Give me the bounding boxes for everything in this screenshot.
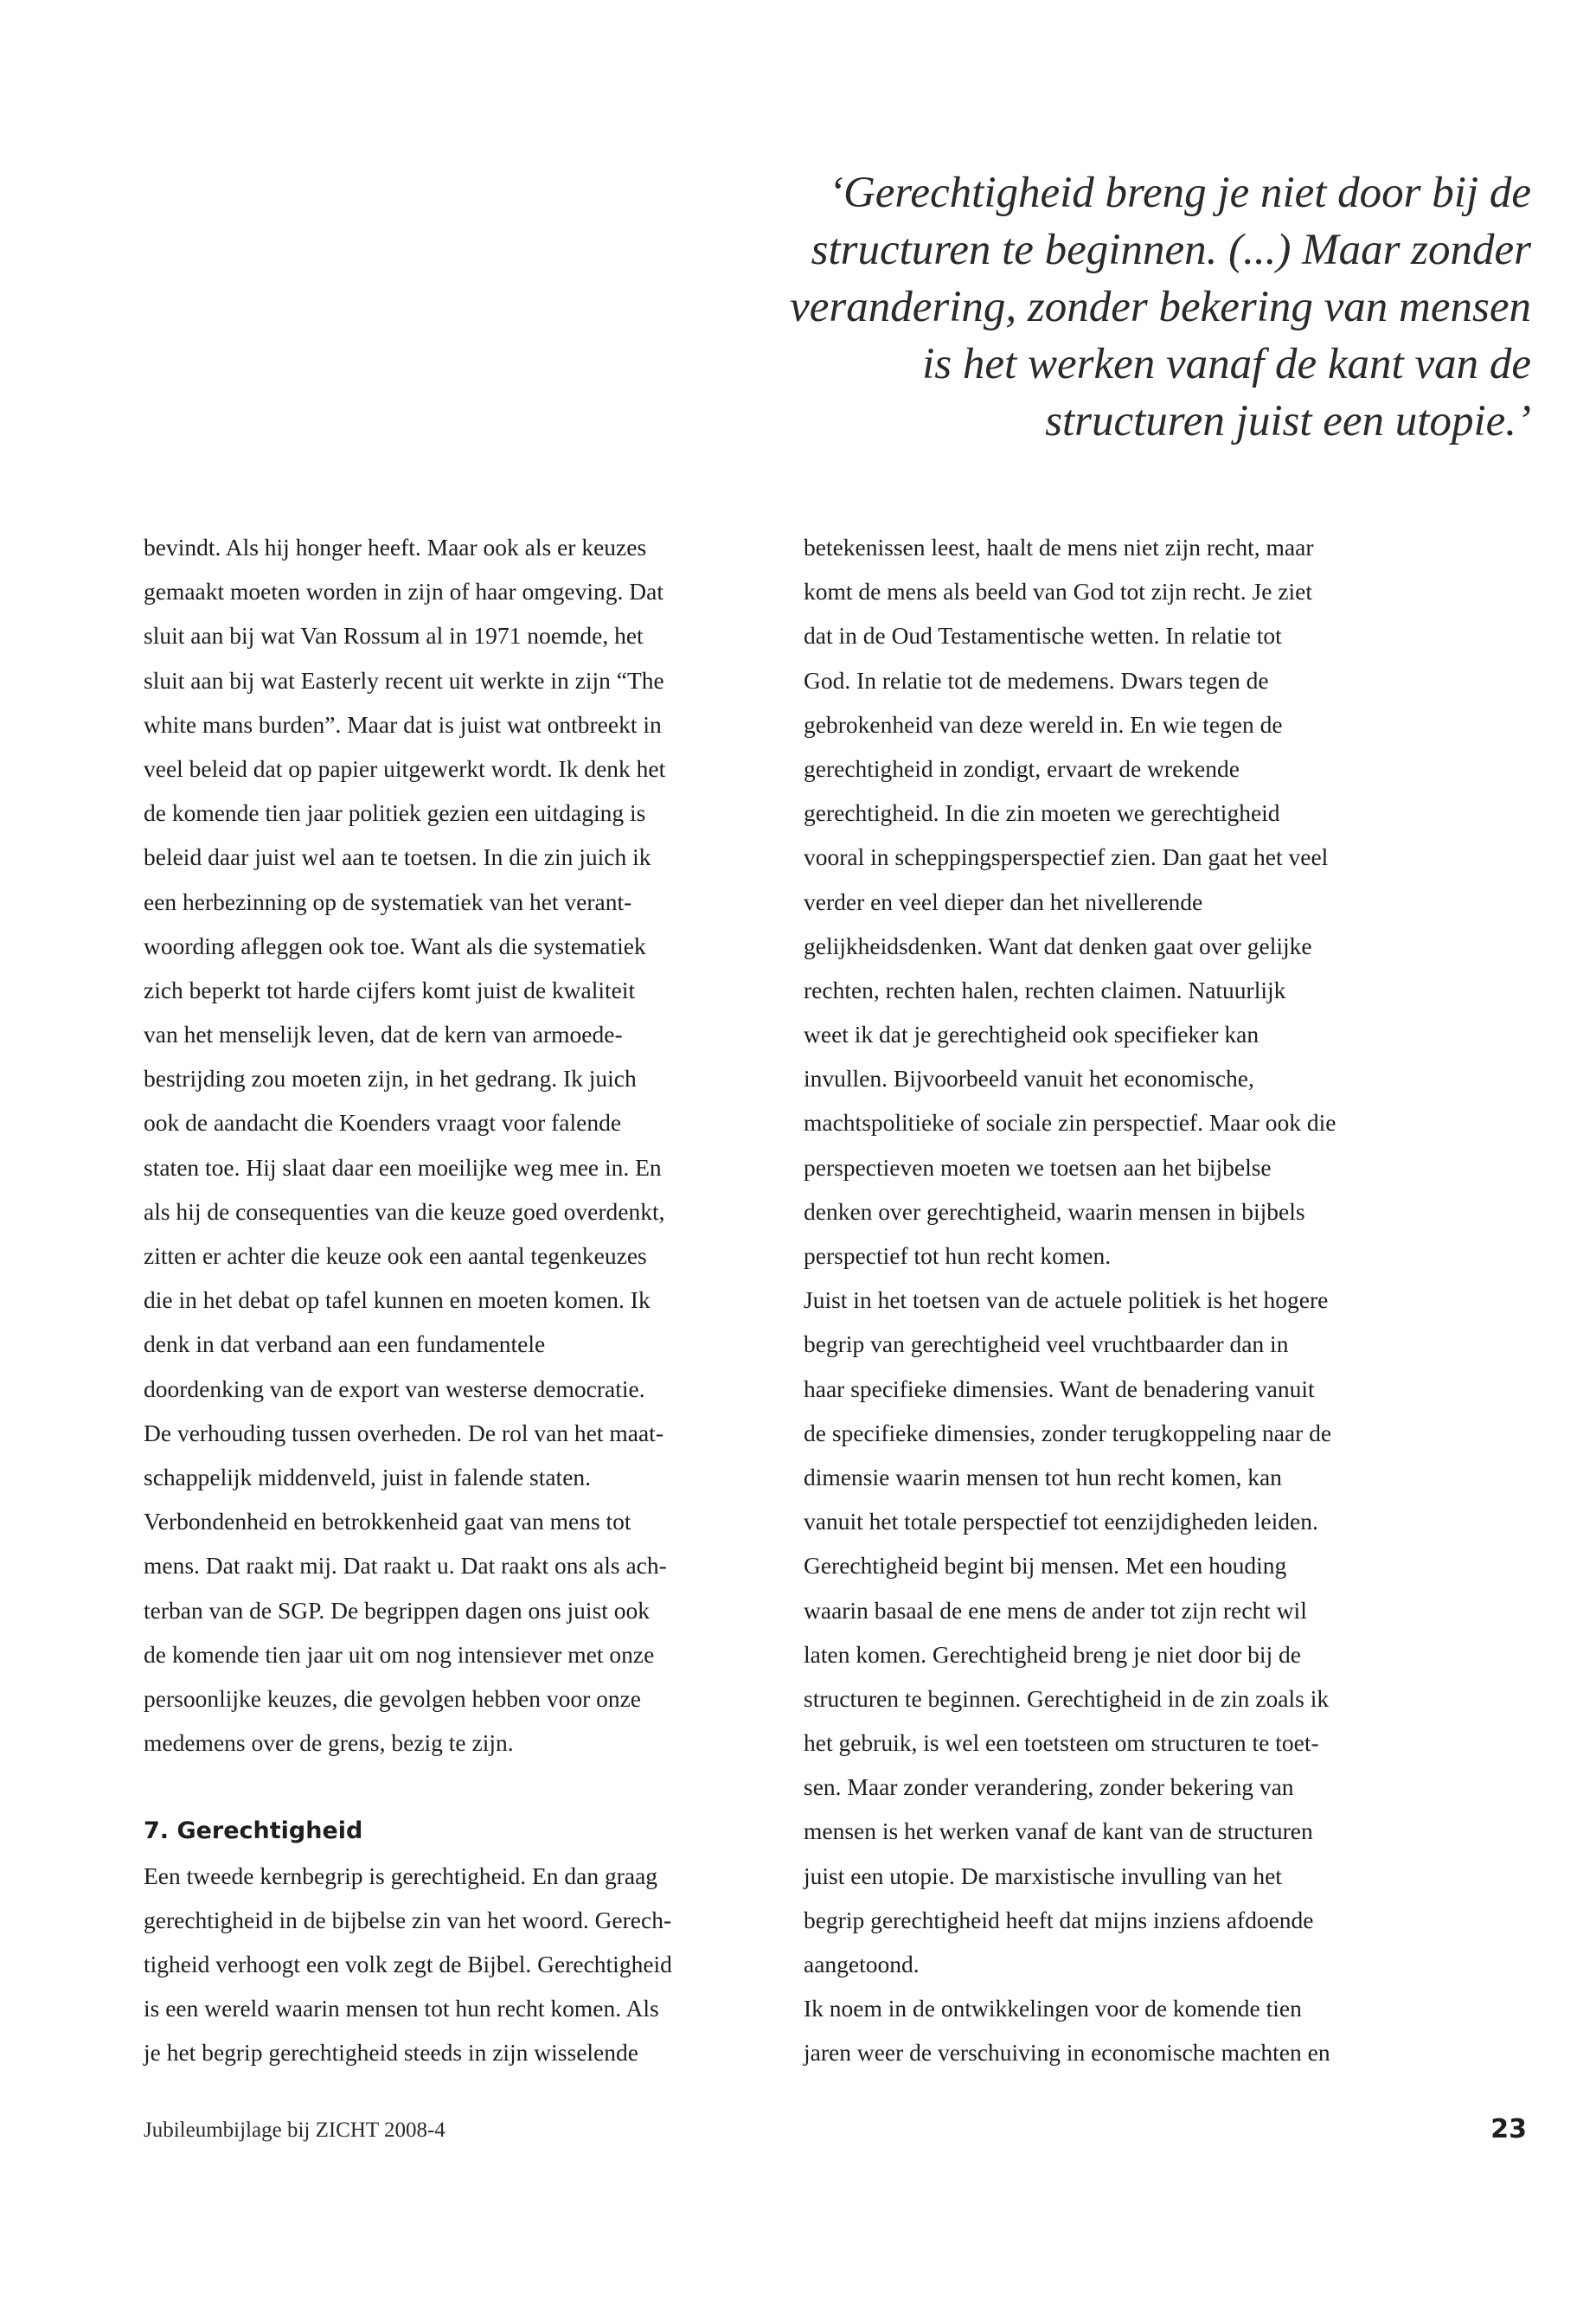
text-line: Verbondenheid en betrokkenheid gaat van mens tot: [144, 1508, 631, 1535]
pull-quote: [753, 164, 1531, 450]
text-line: gerechtigheid in zondigt, ervaart de wrekende: [804, 754, 1240, 782]
text-line: als hij de consequenties van die keuze goed overdenkt,: [144, 1197, 665, 1225]
text-line: persoonlijke keuzes, die gevolgen hebben voor onze: [144, 1684, 642, 1712]
text-line: schappelijk middenveld, juist in falende staten.: [144, 1463, 592, 1490]
text-line: perspectief tot hun recht komen.: [804, 1242, 1112, 1269]
text-line: doordenking van de export van westerse democratie.: [144, 1375, 645, 1402]
text-line: van het menselijk leven, dat de kern van armoede-: [144, 1021, 623, 1048]
text-line: waarin basaal de ene mens de ander tot zijn recht wil: [804, 1596, 1307, 1624]
text-line: is een wereld waarin mensen tot hun recht komen. Als: [144, 1995, 659, 2022]
text-line: gerechtigheid. In die zin moeten we gerechtigheid: [804, 799, 1280, 827]
pull-quote-line: structuren te beginnen. (...) Maar zonder: [811, 226, 1531, 274]
text-line: komt de mens als beeld van God tot zijn recht. Je ziet: [804, 578, 1313, 606]
text-line: de komende tien jaar politiek gezien een uitdaging is: [144, 799, 646, 827]
text-line: structuren te beginnen. Gerechtigheid in de zin zoals ik: [804, 1684, 1330, 1712]
text-line: denken over gerechtigheid, waarin mensen in bijbels: [804, 1197, 1305, 1225]
text-line: invullen. Bijvoorbeeld vanuit het economische,: [804, 1065, 1254, 1093]
text-line: denk in dat verband aan een fundamentele: [144, 1330, 546, 1358]
text-line: veel beleid dat op papier uitgewerkt wordt. Ik denk het: [144, 754, 666, 782]
text-line: haar specifieke dimensies. Want de benadering vanuit: [804, 1375, 1315, 1402]
right-column: [804, 525, 1470, 2075]
text-line: zitten er achter die keuze ook een aantal tegenkeuzes: [144, 1242, 647, 1269]
text-line: beleid daar juist wel aan te toetsen. In die zin juich ik: [144, 843, 651, 871]
text-line: zich beperkt tot harde cijfers komt juist de kwaliteit: [144, 976, 636, 1003]
text-line: mensen is het werken vanaf de kant van de structuren: [804, 1817, 1313, 1845]
text-line: begrip van gerechtigheid veel vruchtbaarder dan in: [804, 1330, 1289, 1358]
pull-quote-line: verandering, zonder bekering van mensen: [790, 283, 1531, 331]
footer-publication: Jubileumbijlage bij ZICHT 2008-4: [144, 2118, 445, 2142]
text-line: die in het debat op tafel kunnen en moeten komen. Ik: [144, 1286, 651, 1314]
text-line: sluit aan bij wat Easterly recent uit werkte in zijn “The: [144, 666, 664, 694]
text-line: rechten, rechten halen, rechten claimen. Natuurlijk: [804, 976, 1286, 1003]
text-line: vanuit het totale perspectief tot eenzijdigheden leiden.: [804, 1508, 1318, 1535]
text-line: juist een utopie. De marxistische invulling van het: [804, 1862, 1282, 1889]
text-line: De verhouding tussen overheden. De rol van het maat-: [144, 1419, 663, 1446]
text-line: woording afleggen ook toe. Want als die systematiek: [144, 932, 646, 959]
left-column: [144, 525, 810, 2075]
text-line: terban van de SGP. De begrippen dagen ons juist ook: [144, 1596, 651, 1624]
text-line: de specifieke dimensies, zonder terugkoppeling naar de: [804, 1419, 1332, 1446]
text-line: het gebruik, is wel een toetsteen om structuren te toet-: [804, 1729, 1319, 1757]
text-line: white mans burden”. Maar dat is juist wat ontbreekt in: [144, 710, 662, 738]
text-line: perspectieven moeten we toetsen aan het bijbelse: [804, 1153, 1272, 1181]
text-line: gebrokenheid van deze wereld in. En wie tegen de: [804, 710, 1283, 738]
text-line: Een tweede kernbegrip is gerechtigheid. En dan graag: [144, 1862, 658, 1889]
text-line: Gerechtigheid begint bij mensen. Met een houding: [804, 1552, 1287, 1580]
text-line: staten toe. Hij slaat daar een moeilijke weg mee in. En: [144, 1153, 662, 1181]
text-line: sen. Maar zonder verandering, zonder bekering van: [804, 1773, 1294, 1801]
text-line: je het begrip gerechtigheid steeds in zijn wisselende: [144, 2039, 638, 2067]
text-line: laten komen. Gerechtigheid breng je niet door bij de: [804, 1640, 1302, 1668]
text-line: God. In relatie tot de medemens. Dwars tegen de: [804, 666, 1269, 694]
text-line: bevindt. Als hij honger heeft. Maar ook als er keuzes: [144, 534, 647, 561]
text-line: Ik noem in de ontwikkelingen voor de komende tien: [804, 1995, 1302, 2022]
pull-quote-line: ‘Gerechtigheid breng je niet door bij de: [828, 169, 1531, 217]
text-line: gemaakt moeten worden in zijn of haar omgeving. Dat: [144, 578, 663, 606]
text-line: begrip gerechtigheid heeft dat mijns inziens afdoende: [804, 1906, 1314, 1933]
section-heading: 7. Gerechtigheid: [144, 1817, 363, 1845]
text-line: dimensie waarin mensen tot hun recht komen, kan: [804, 1463, 1282, 1490]
text-line: medemens over de grens, bezig te zijn.: [144, 1729, 514, 1757]
text-line: machtspolitieke of sociale zin perspectief. Maar ook die: [804, 1109, 1336, 1137]
page-number: 23: [1490, 2114, 1527, 2144]
text-line: bestrijding zou moeten zijn, in het gedrang. Ik juich: [144, 1065, 637, 1093]
text-line: betekenissen leest, haalt de mens niet zijn recht, maar: [804, 534, 1314, 561]
text-line: gerechtigheid in de bijbelse zin van het woord. Gerech-: [144, 1906, 672, 1933]
text-line: sluit aan bij wat Van Rossum al in 1971 noemde, het: [144, 622, 644, 650]
text-line: verder en veel dieper dan het nivellerende: [804, 888, 1203, 915]
pull-quote-line: is het werken vanaf de kant van de: [922, 340, 1531, 388]
text-line: jaren weer de verschuiving in economische machten en: [804, 2039, 1330, 2067]
text-line: gelijkheidsdenken. Want dat denken gaat over gelijke: [804, 932, 1312, 959]
text-line: weet ik dat je gerechtigheid ook specifieker kan: [804, 1021, 1259, 1048]
text-line: ook de aandacht die Koenders vraagt voor falende: [144, 1109, 622, 1137]
text-line: aangetoond.: [804, 1951, 920, 1977]
paragraph-gap: [144, 1765, 810, 1809]
text-line: de komende tien jaar uit om nog intensiever met onze: [144, 1640, 655, 1668]
text-line: dat in de Oud Testamentische wetten. In relatie tot: [804, 622, 1282, 650]
text-line: Juist in het toetsen van de actuele politiek is het hogere: [804, 1286, 1329, 1314]
pull-quote-line: structuren juist een utopie.’: [1045, 397, 1531, 445]
text-line: vooral in scheppingsperspectief zien. Dan gaat het veel: [804, 843, 1329, 871]
text-line: tigheid verhoogt een volk zegt de Bijbel. Gerechtigheid: [144, 1951, 672, 1977]
text-line: mens. Dat raakt mij. Dat raakt u. Dat raakt ons als ach-: [144, 1552, 667, 1580]
text-line: een herbezinning op de systematiek van het verant-: [144, 888, 632, 915]
